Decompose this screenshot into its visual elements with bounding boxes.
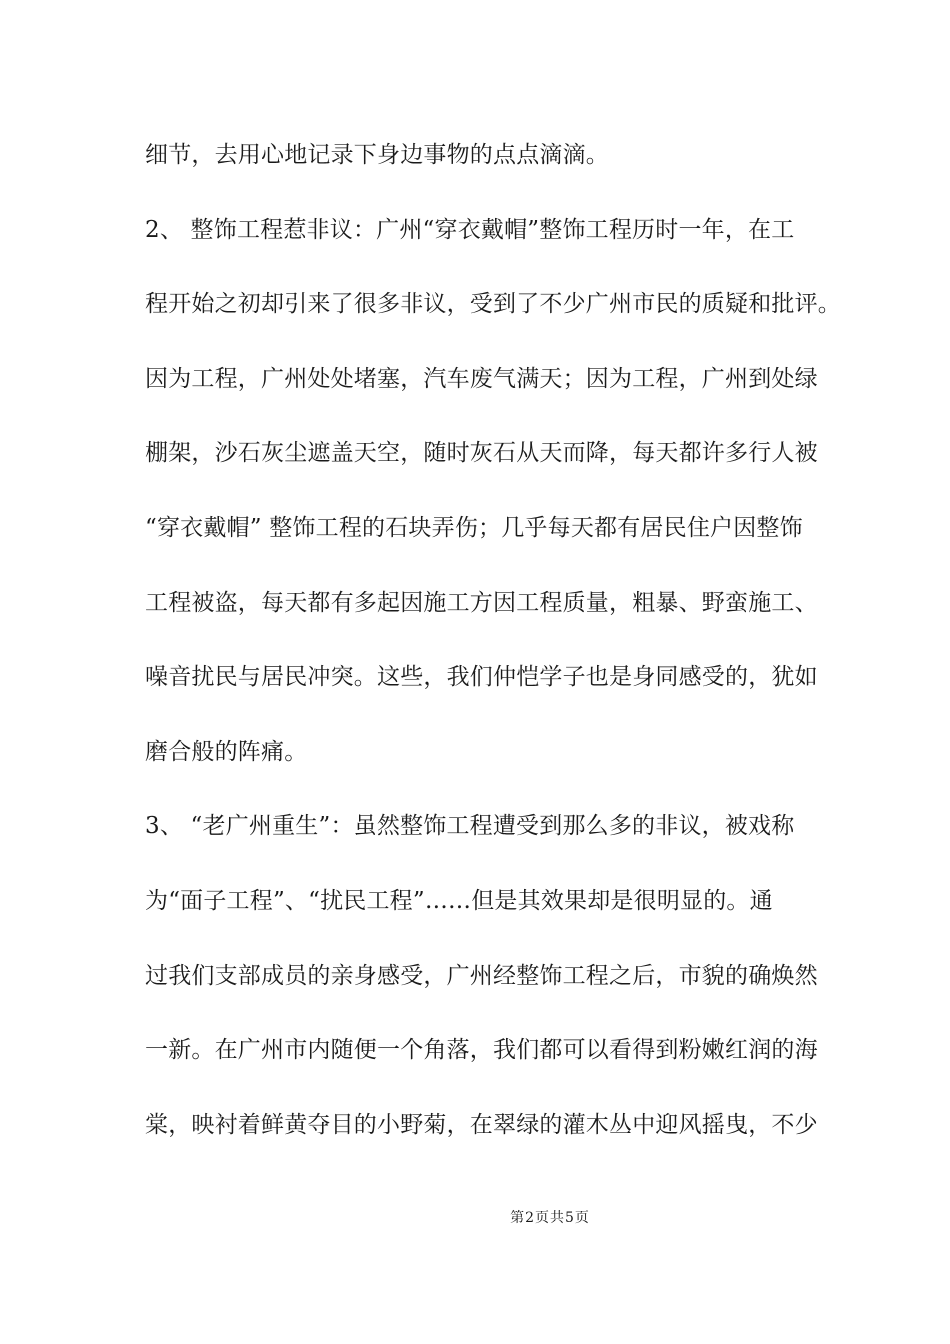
text-line: 棚架，沙石灰尘遮盖天空，随时灰石从天而降，每天都许多行人被 [145,440,818,467]
text-line: 棠，映衬着鲜黄夺目的小野菊，在翠绿的灌木丛中迎风摇曳，不少 [145,1111,818,1138]
body-text [145,132,841,1176]
text-line: 一新。在广州市内随便一个角落，我们都可以看得到粉嫩红润的海 [145,1037,818,1064]
footer-suffix: 页 [574,1210,590,1226]
text-line: 工程被盗，每天都有多起因施工方因工程质量，粗暴、野蛮施工、 [145,589,818,616]
text-line: 2、 整饰工程惹非议：广州“穿衣戴帽”整饰工程历时一年，在工 [145,216,795,243]
page-footer [0,1208,950,1228]
text-line: 程开始之初却引来了很多非议，受到了不少广州市民的质疑和批评。 [145,291,841,318]
footer-current-page: 2 [525,1210,535,1226]
text-line: 细节，去用心地记录下身边事物的点点滴滴。 [145,142,609,168]
footer-total-word: 共 [550,1210,565,1226]
text-line: 磨合般的阵痛。 [145,738,308,765]
text-line: 3、 “老广州重生”：虽然整饰工程遭受到那么多的非议，被戏称 [145,813,795,840]
text-line: 因为工程，广州处处堵塞，汽车废气满天；因为工程，广州到处绿 [145,365,818,392]
text-line: 过我们支部成员的亲身感受，广州经整饰工程之后，市貌的确焕然 [145,962,818,989]
text-line: 为“面子工程”、“扰民工程”……但是其效果却是很明显的。通 [145,887,773,914]
footer-prefix: 第 [510,1210,526,1226]
text-line: “穿衣戴帽” 整饰工程的石块弄伤；几乎每天都有居民住户因整饰 [145,514,803,541]
text-line: 噪音扰民与居民冲突。这些，我们仲恺学子也是身同感受的，犹如 [145,664,818,691]
footer-page-word: 页 [535,1210,550,1226]
footer-total-pages: 5 [565,1210,575,1226]
